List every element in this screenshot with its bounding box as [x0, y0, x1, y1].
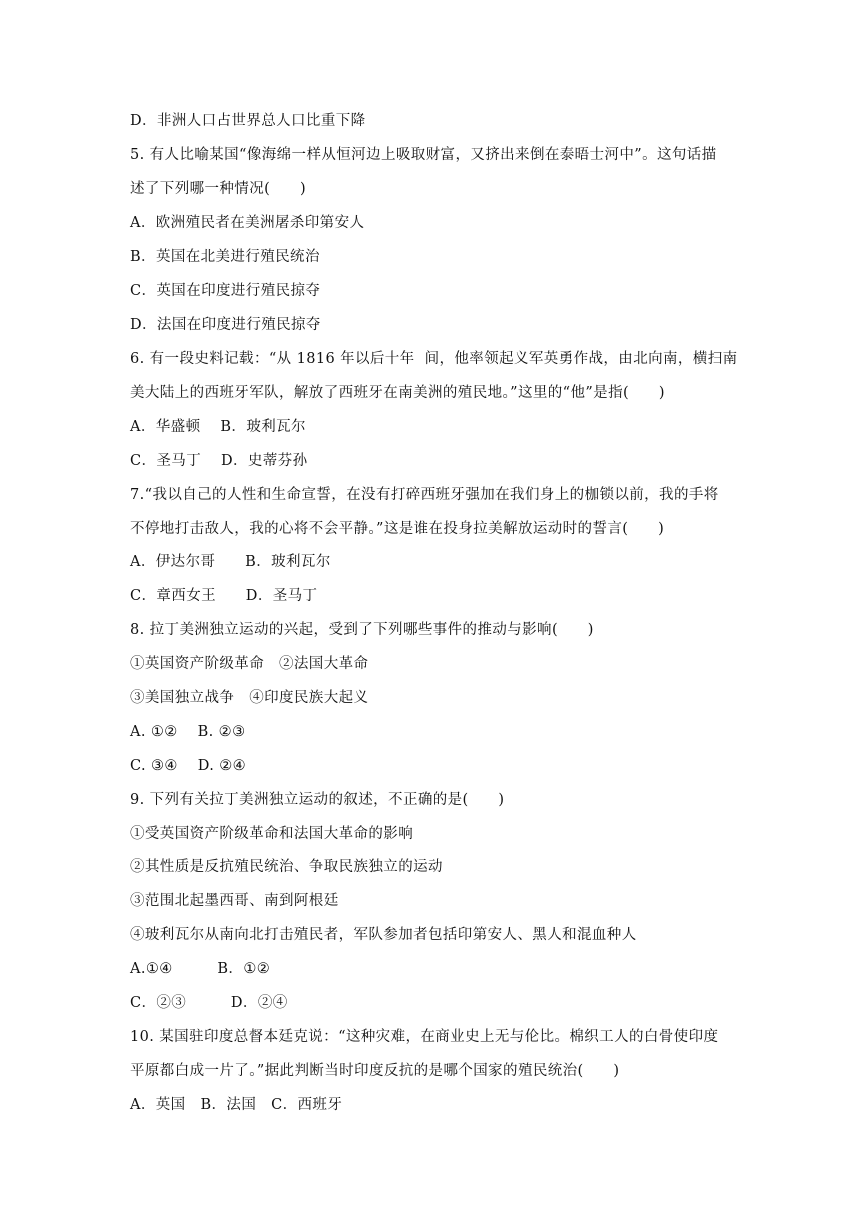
option-b-q5: B．英国在北美进行殖民统治 — [130, 249, 320, 265]
question-5-stem: 5. 有人比喻某国“像海绵一样从恒河边上吸取财富，又挤出来倒在泰晤士河中”。这句话描 — [130, 147, 717, 163]
options-cd-q8: C. ③④ D. ②④ — [130, 758, 247, 774]
options-ab-q8: A. ①② B. ②③ — [130, 724, 246, 740]
question-6-stem: 6. 有一段史料记载：“从 1816 年以后十年 间，他率领起义军英勇作战，由北向南，横扫南 — [130, 351, 738, 367]
q8-items-12: ①英国资产阶级革命 ②法国大革命 — [130, 656, 369, 672]
question-7-stem: 7.“我以自己的人性和生命宣誓，在没有打碎西班牙强加在我们身上的枷锁以前，我的手将 — [130, 487, 719, 503]
q9-item-3: ③范围北起墨西哥、南到阿根廷 — [130, 893, 339, 909]
question-7-stem-cont: 不停地打击敌人，我的心将不会平静。”这是谁在投身拉美解放运动时的誓言( ) — [130, 521, 665, 537]
option-d-q4: D．非洲人口占世界总人口比重下降 — [130, 113, 366, 129]
q8-items-34: ③美国独立战争 ④印度民族大起义 — [130, 690, 369, 706]
option-a-q5: A．欧洲殖民者在美洲屠杀印第安人 — [130, 215, 365, 231]
options-q10: A．英国 B．法国 C．西班牙 — [130, 1097, 343, 1113]
options-cd-q7: C．章西女王 D．圣马丁 — [130, 588, 318, 604]
options-ab-q6: A．华盛顿 B．玻利瓦尔 — [130, 419, 306, 435]
q9-item-1: ①受英国资产阶级革命和法国大革命的影响 — [130, 826, 414, 842]
options-cd-q9: C．②③ D．②④ — [130, 995, 288, 1011]
question-10-stem: 10. 某国驻印度总督本廷克说：“这种灾难，在商业史上无与伦比。棉织工人的白骨使印度 — [130, 1029, 719, 1045]
option-d-q5: D．法国在印度进行殖民掠夺 — [130, 317, 321, 333]
question-5-stem-cont: 述了下列哪一种情况( ) — [130, 181, 307, 197]
question-6-stem-cont: 美大陆上的西班牙军队，解放了西班牙在南美洲的殖民地。”这里的“他”是指( ) — [130, 385, 665, 401]
question-10-stem-cont: 平原都白成一片了。”据此判断当时印度反抗的是哪个国家的殖民统治( ) — [130, 1063, 620, 1079]
q9-item-2: ②其性质是反抗殖民统治、争取民族独立的运动 — [130, 859, 443, 875]
options-cd-q6: C．圣马丁 D．史蒂芬孙 — [130, 453, 308, 469]
options-ab-q7: A．伊达尔哥 B．玻利瓦尔 — [130, 554, 331, 570]
question-9-stem: 9. 下列有关拉丁美洲独立运动的叙述，不正确的是( ) — [130, 792, 505, 808]
q9-item-4: ④玻利瓦尔从南向北打击殖民者，军队参加者包括印第安人、黑人和混血种人 — [130, 927, 637, 943]
question-8-stem: 8. 拉丁美洲独立运动的兴起，受到了下列哪些事件的推动与影响( ) — [130, 622, 594, 638]
option-c-q5: C．英国在印度进行殖民掠夺 — [130, 283, 321, 299]
options-ab-q9: A.①④ B．①② — [130, 961, 271, 977]
